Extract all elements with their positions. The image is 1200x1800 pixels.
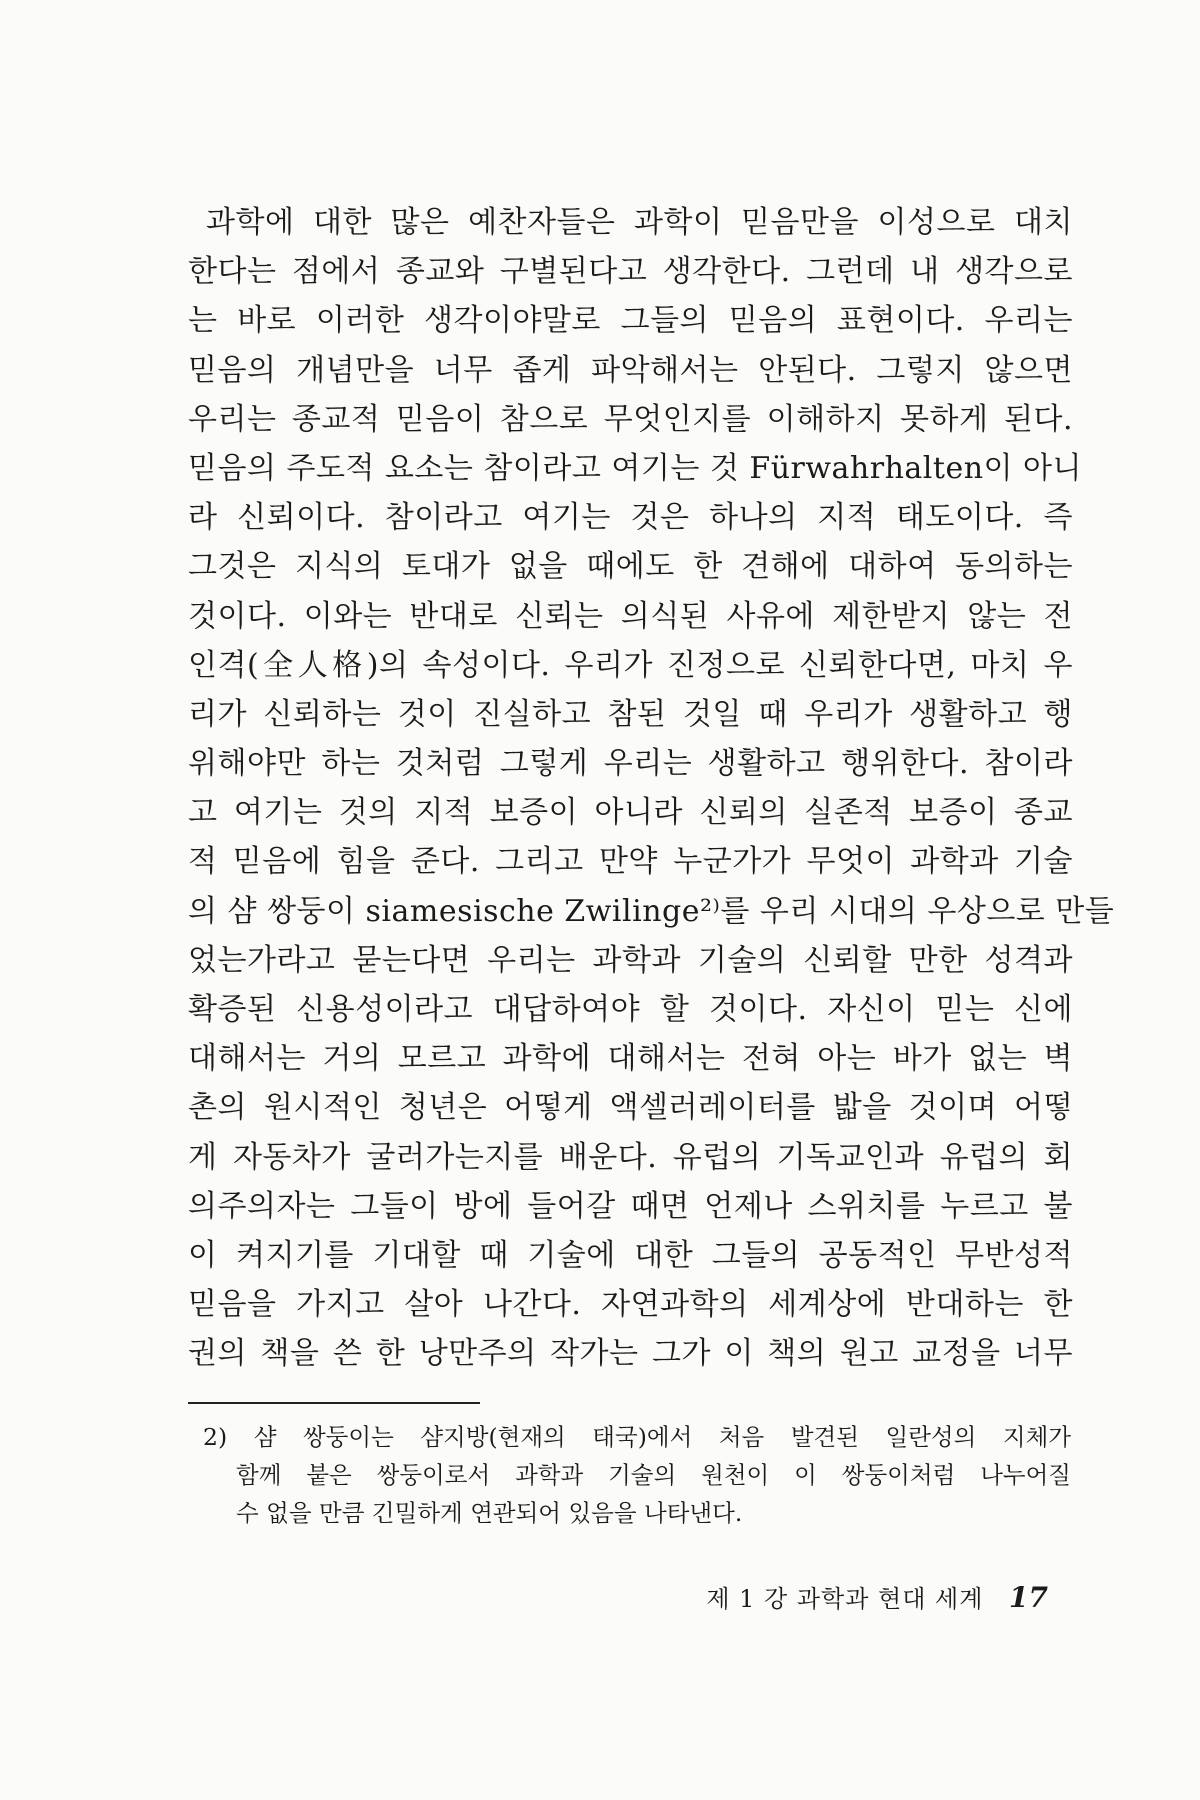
body-line: 것이다. 이와는 반대로 신뢰는 의식된 사유에 제한받지 않는 전	[188, 598, 1073, 634]
body-line: 었는가라고 묻는다면 우리는 과학과 기술의 신뢰할 만한 성격과	[188, 942, 1073, 978]
body-line: 이 켜지기를 기대할 때 기술에 대한 그들의 공동적인 무반성적	[188, 1237, 1073, 1273]
body-line: 믿음을 가지고 살아 나간다. 자연과학의 세계상에 반대하는 한	[188, 1287, 1073, 1323]
body-line: 확증된 신용성이라고 대답하여야 할 것이다. 자신이 믿는 신에	[188, 992, 1073, 1027]
body-line: 게 자동차가 굴러가는지를 배운다. 유럽의 기독교인과 유럽의 회	[188, 1139, 1073, 1175]
body-line: 인격(全人格)의 속성이다. 우리가 진정으로 신뢰한다면, 마치 우	[188, 647, 1073, 683]
body-line: 는 바로 이러한 생각이야말로 그들의 믿음의 표현이다. 우리는	[188, 303, 1073, 339]
body-line: 의주의자는 그들이 방에 들어갈 때면 언제나 스위치를 누르고 불	[188, 1188, 1073, 1224]
body-line: 적 믿음에 힘을 준다. 그리고 만약 누군가가 무엇이 과학과 기술	[188, 844, 1073, 880]
footnote-line: 함께 붙은 쌍둥이로서 과학과 기술의 원천이 이 쌍둥이처럼 나누어질	[236, 1461, 1071, 1489]
body-line: 리가 신뢰하는 것이 진실하고 참된 것일 때 우리가 생활하고 행	[188, 696, 1073, 732]
body-line: 라 신뢰이다. 참이라고 여기는 것은 하나의 지적 태도이다. 즉	[188, 500, 1073, 536]
body-line: 촌의 원시적인 청년은 어떻게 액셀러레이터를 밟을 것이며 어떻	[188, 1090, 1073, 1126]
body-line: 의 샴 쌍둥이 siamesische Zwilinge²⁾를 우리 시대의 우상으로 만들	[188, 893, 1115, 929]
body-line: 믿음의 개념만을 너무 좁게 파악해서는 안된다. 그렇지 않으면	[188, 352, 1073, 388]
footnote-line: 2) 샴 쌍둥이는 샴지방(현재의 태국)에서 처음 발견된 일란성의 지체가	[203, 1423, 1071, 1451]
body-line: 위해야만 하는 것처럼 그렇게 우리는 생활하고 행위한다. 참이라	[188, 746, 1073, 782]
body-text	[188, 198, 1115, 1379]
body-line: 대해서는 거의 모르고 과학에 대해서는 전혀 아는 바가 없는 벽	[188, 1041, 1073, 1077]
body-line: 그것은 지식의 토대가 없을 때에도 한 견해에 대하여 동의하는	[188, 549, 1073, 585]
body-line: 과학에 대한 많은 예찬자들은 과학이 믿음만을 이성으로 대치	[206, 205, 1073, 240]
body-line: 한다는 점에서 종교와 구별된다고 생각한다. 그런데 내 생각으로	[188, 254, 1073, 290]
running-footer	[706, 1578, 1048, 1619]
footnote-divider	[188, 1402, 480, 1404]
page-number: 17	[1009, 1581, 1048, 1614]
body-line: 권의 책을 쓴 한 낭만주의 작가는 그가 이 책의 원고 교정을 너무	[188, 1336, 1073, 1372]
body-line: 우리는 종교적 믿음이 참으로 무엇인지를 이해하지 못하게 된다.	[188, 401, 1073, 437]
footer-chapter-title: 제 1 강 과학과 현대 세계	[706, 1585, 984, 1613]
body-line: 고 여기는 것의 지적 보증이 아니라 신뢰의 실존적 보증이 종교	[188, 795, 1073, 831]
footnote	[203, 1418, 1071, 1532]
body-line: 믿음의 주도적 요소는 참이라고 여기는 것 Fürwahrhalten이 아니	[188, 450, 1082, 486]
footnote-line: 수 없을 만큼 긴밀하게 연관되어 있음을 나타낸다.	[236, 1499, 743, 1527]
